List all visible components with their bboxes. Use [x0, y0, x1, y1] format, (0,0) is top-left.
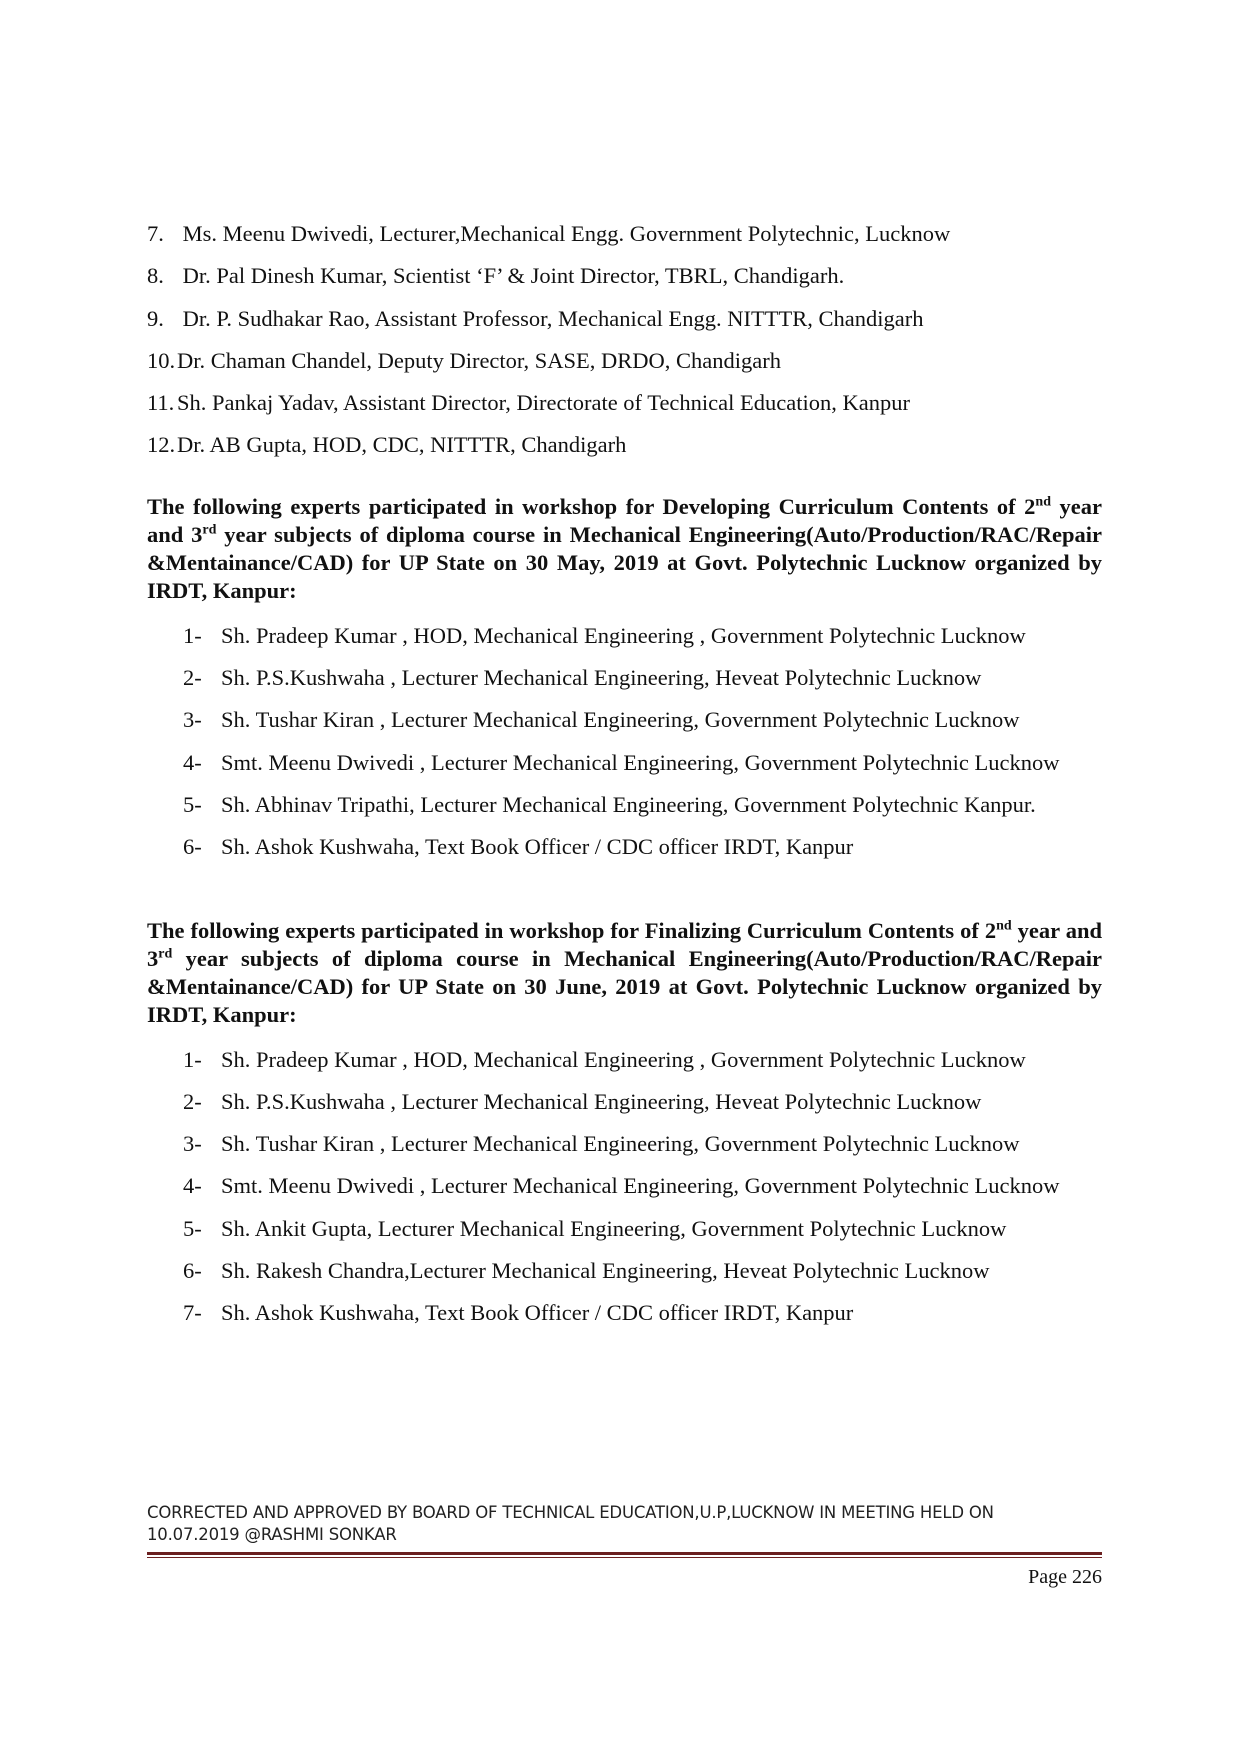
list-item — [147, 1208, 1102, 1250]
list-item — [147, 826, 1102, 868]
footer-line: CORRECTED AND APPROVED BY BOARD OF TECHNICAL EDUCATION,U.P,LUCKNOW IN MEETING HELD ON — [147, 1503, 994, 1522]
list-item — [147, 213, 1102, 255]
list-item-text: Sh. Pradeep Kumar , HOD, Mechanical Engineering , Government Polytechnic Lucknow — [221, 622, 1026, 648]
ordinal-suffix: nd — [996, 918, 1012, 934]
list-number: 9. — [147, 305, 164, 331]
list-item-text: Sh. Pankaj Yadav, Assistant Director, Directorate of Technical Education, Kanpur — [177, 390, 910, 416]
approval-footer — [147, 1502, 1102, 1546]
footer-line: 10.07.2019 @RASHMI SONKAR — [147, 1525, 397, 1544]
list-marker: 4- — [183, 749, 202, 775]
list-marker: 3- — [183, 1131, 202, 1157]
list-item-text: Sh. Ankit Gupta, Lecturer Mechanical Engineering, Government Polytechnic Lucknow — [221, 1215, 1007, 1241]
list-marker: 3- — [183, 707, 202, 733]
list-marker: 1- — [183, 1046, 202, 1072]
heading-text: The following experts participated in workshop for Finalizing Curriculum Contents of 2 — [147, 917, 997, 943]
list-item — [147, 1292, 1102, 1334]
ordinal-suffix: rd — [158, 946, 173, 962]
list-item-text: Sh. P.S.Kushwaha , Lecturer Mechanical Engineering, Heveat Polytechnic Lucknow — [221, 665, 982, 691]
list-item-text: Sh. Rakesh Chandra,Lecturer Mechanical Engineering, Heveat Polytechnic Lucknow — [221, 1258, 990, 1284]
finalizing-workshop-heading — [147, 917, 1102, 1029]
finalizing-experts-list — [147, 1039, 1102, 1335]
developing-experts-list — [147, 615, 1102, 869]
list-number: 11. — [147, 390, 175, 416]
ordinal-suffix: rd — [202, 522, 217, 538]
list-item — [147, 699, 1102, 741]
list-number: 10. — [147, 347, 176, 373]
list-item — [147, 615, 1102, 657]
heading-text: year and 3 — [147, 917, 1102, 971]
list-item — [147, 340, 1102, 382]
list-marker: 2- — [183, 665, 202, 691]
list-item-text: Smt. Meenu Dwivedi , Lecturer Mechanical Engineering, Government Polytechnic Lucknow — [221, 1173, 1060, 1199]
page-number: Page 226 — [1028, 1566, 1102, 1588]
list-item — [147, 1039, 1102, 1081]
list-number: 7. — [147, 221, 164, 246]
list-item-text: Sh. Ashok Kushwaha, Text Book Officer / CDC officer IRDT, Kanpur — [221, 834, 854, 860]
footer-divider — [147, 1552, 1102, 1555]
list-item — [147, 657, 1102, 699]
footer-divider — [147, 1557, 1102, 1558]
list-marker: 2- — [183, 1088, 202, 1114]
committee-member-list — [147, 213, 1102, 467]
list-item-text: Smt. Meenu Dwivedi , Lecturer Mechanical Engineering, Government Polytechnic Lucknow — [221, 749, 1060, 775]
list-item-text: Sh. Ashok Kushwaha, Text Book Officer / CDC officer IRDT, Kanpur — [221, 1300, 854, 1326]
list-item-text: Dr. AB Gupta, HOD, CDC, NITTTR, Chandigarh — [177, 432, 627, 458]
list-marker: 1- — [183, 622, 202, 648]
ordinal-suffix: nd — [1035, 494, 1051, 510]
list-number: 12. — [147, 432, 176, 458]
list-item — [147, 1123, 1102, 1165]
document-page — [147, 213, 1102, 1335]
list-item-text: Dr. Pal Dinesh Kumar, Scientist ‘F’ & Joint Director, TBRL, Chandigarh. — [177, 263, 845, 289]
list-item-text: Sh. Abhinav Tripathi, Lecturer Mechanical Engineering, Government Polytechnic Kanpur. — [221, 791, 1036, 817]
list-marker: 4- — [183, 1173, 202, 1199]
list-item — [147, 784, 1102, 826]
list-number: 8. — [147, 263, 164, 289]
heading-text: year subjects of diploma course in Mechanical Engineering(Auto/Production/RAC/Repair &Mentainance/CAD) for UP State on 30 June, 2019 at Govt. Polytechnic Lucknow organized by IRDT, Kanpur: — [147, 945, 1102, 1027]
list-item — [147, 382, 1102, 424]
list-item-text: Sh. Tushar Kiran , Lecturer Mechanical Engineering, Government Polytechnic Lucknow — [221, 1131, 1020, 1157]
list-marker: 7- — [183, 1300, 202, 1326]
list-marker: 5- — [183, 1215, 202, 1241]
list-marker: 5- — [183, 791, 202, 817]
list-item — [147, 298, 1102, 340]
heading-text: year and 3 — [147, 493, 1102, 547]
heading-text: year subjects of diploma course in Mechanical Engineering(Auto/Production/RAC/Repair &Mentainance/CAD) for UP State on 30 May, 2019 at Govt. Polytechnic Lucknow organized by IRDT, Kanpur: — [147, 521, 1102, 603]
list-item — [147, 1081, 1102, 1123]
list-marker: 6- — [183, 834, 202, 860]
list-item-text: Dr. P. Sudhakar Rao, Assistant Professor, Mechanical Engg. NITTTR, Chandigarh — [177, 305, 924, 331]
list-item-text: Ms. Meenu Dwivedi, Lecturer,Mechanical Engg. Government Polytechnic, Lucknow — [177, 221, 951, 246]
list-item-text: Sh. Pradeep Kumar , HOD, Mechanical Engineering , Government Polytechnic Lucknow — [221, 1046, 1026, 1072]
list-marker: 6- — [183, 1258, 202, 1284]
list-item — [147, 255, 1102, 297]
list-item-text: Sh. P.S.Kushwaha , Lecturer Mechanical Engineering, Heveat Polytechnic Lucknow — [221, 1088, 982, 1114]
developing-workshop-heading — [147, 493, 1102, 605]
heading-text: The following experts participated in workshop for Developing Curriculum Contents of 2 — [147, 493, 1036, 519]
list-item-text: Sh. Tushar Kiran , Lecturer Mechanical Engineering, Government Polytechnic Lucknow — [221, 707, 1020, 733]
list-item — [147, 424, 1102, 466]
list-item — [147, 742, 1102, 784]
list-item — [147, 1250, 1102, 1292]
list-item-text: Dr. Chaman Chandel, Deputy Director, SASE, DRDO, Chandigarh — [177, 347, 782, 373]
list-item — [147, 1165, 1102, 1207]
